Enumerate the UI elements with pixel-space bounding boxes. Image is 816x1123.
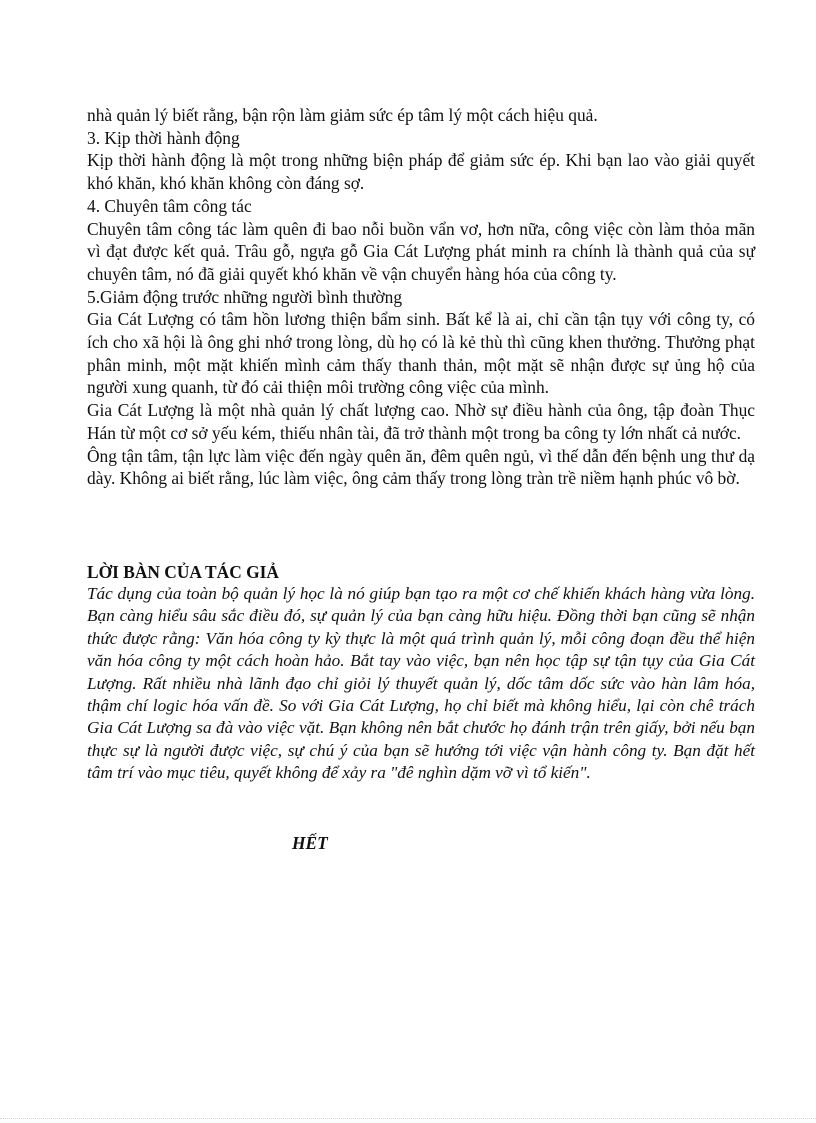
paragraph-busy-reduces-pressure: nhà quản lý biết rằng, bận rộn làm giảm sức ép tâm lý một cách hiệu quả.: [87, 105, 598, 125]
paragraph-quality-manager: Gia Cát Lượng là một nhà quản lý chất lượng cao. Nhờ sự điều hành của ông, tập đoàn Thục Hán từ một cơ sở yếu kém, thiếu nhân tài, đã trở thành một trong ba công ty lớn nhất cả nước.: [87, 400, 755, 443]
paragraph-kind-heart: Gia Cát Lượng có tâm hồn lương thiện bẩm sinh. Bất kể là ai, chỉ cần tận tụy với công ty, có ích cho xã hội là ông ghi nhớ trong lòng, dù họ có là kẻ thù thì cũng khen thưởng. Thưởng phạt phân minh, một mặt khiến mình cảm thấy thanh thản, một mặt sẽ nhận được sự ủng hộ của người xung quanh, từ đó cải thiện môi trường công việc của mình.: [87, 309, 755, 398]
end-mark: HẾT: [292, 833, 328, 853]
main-body-text: [87, 104, 755, 490]
paragraph-focus-on-work: Chuyên tâm công tác làm quên đi bao nỗi buồn vẩn vơ, hơn nữa, công việc còn làm thỏa mãn vì đạt được kết quả. Trâu gỗ, ngựa gỗ Gia Cát Lượng phát minh ra chính là thành quả của sự chuyên tâm, nó đã giải quyết khó khăn về vận chuyển hàng hóa của công ty.: [87, 218, 755, 284]
page-bottom-divider: [0, 1118, 816, 1119]
author-note-section: [87, 561, 755, 785]
section-heading-ordinary-people: 5.Giảm động trước những người bình thường: [87, 286, 403, 307]
paragraph-act-promptly: Kịp thời hành động là một trong những biện pháp để giảm sức ép. Khi bạn lao vào giải quyết khó khăn, khó khăn không còn đáng sợ.: [87, 150, 755, 194]
paragraph-dedication: Ông tận tâm, tận lực làm việc đến ngày quên ăn, đêm quên ngủ, vì thế dẫn đến bệnh ung thư dạ dày. Không ai biết rằng, lúc làm việc, ông cảm thấy trong lòng tràn trề niềm hạnh phúc vô bờ.: [87, 445, 755, 489]
section-heading-act-promptly: 3. Kịp thời hành động: [87, 127, 240, 148]
author-note-text: Tác dụng của toàn bộ quản lý học là nó giúp bạn tạo ra một cơ chế khiến khách hàng vừa lòng. Bạn càng hiểu sâu sắc điều đó, sự quản lý của bạn càng hữu hiệu. Đồng thời bạn cũng sẽ nhận thức được rằng: Văn hóa công ty kỳ thực là một quá trình quản lý, mỗi công đoạn đều thể hiện văn hóa công ty một cách hoàn hảo. Bắt tay vào việc, bạn nên học tập sự tận tụy của Gia Cát Lượng. Rất nhiều nhà lãnh đạo chỉ giỏi lý thuyết quản lý, dốc tâm dốc sức vào hàn lâm hóa, thậm chí logic hóa vấn đề. So với Gia Cát Lượng, họ chỉ biết mà không hiểu, lại còn chê trách Gia Cát Lượng sa đà vào việc vặt. Bạn không nên bắt chước họ đánh trận trên giấy, bởi nếu bạn thực sự là người được việc, sự chú ý của bạn sẽ hướng tới việc vận hành công ty. Bạn đặt hết tâm trí vào mục tiêu, quyết không để xảy ra "đê nghìn dặm vỡ vì tổ kiến".: [87, 584, 755, 783]
author-note-title: LỜI BÀN CỦA TÁC GIẢ: [87, 562, 279, 582]
section-heading-focus-on-work: 4. Chuyên tâm công tác: [87, 195, 252, 216]
